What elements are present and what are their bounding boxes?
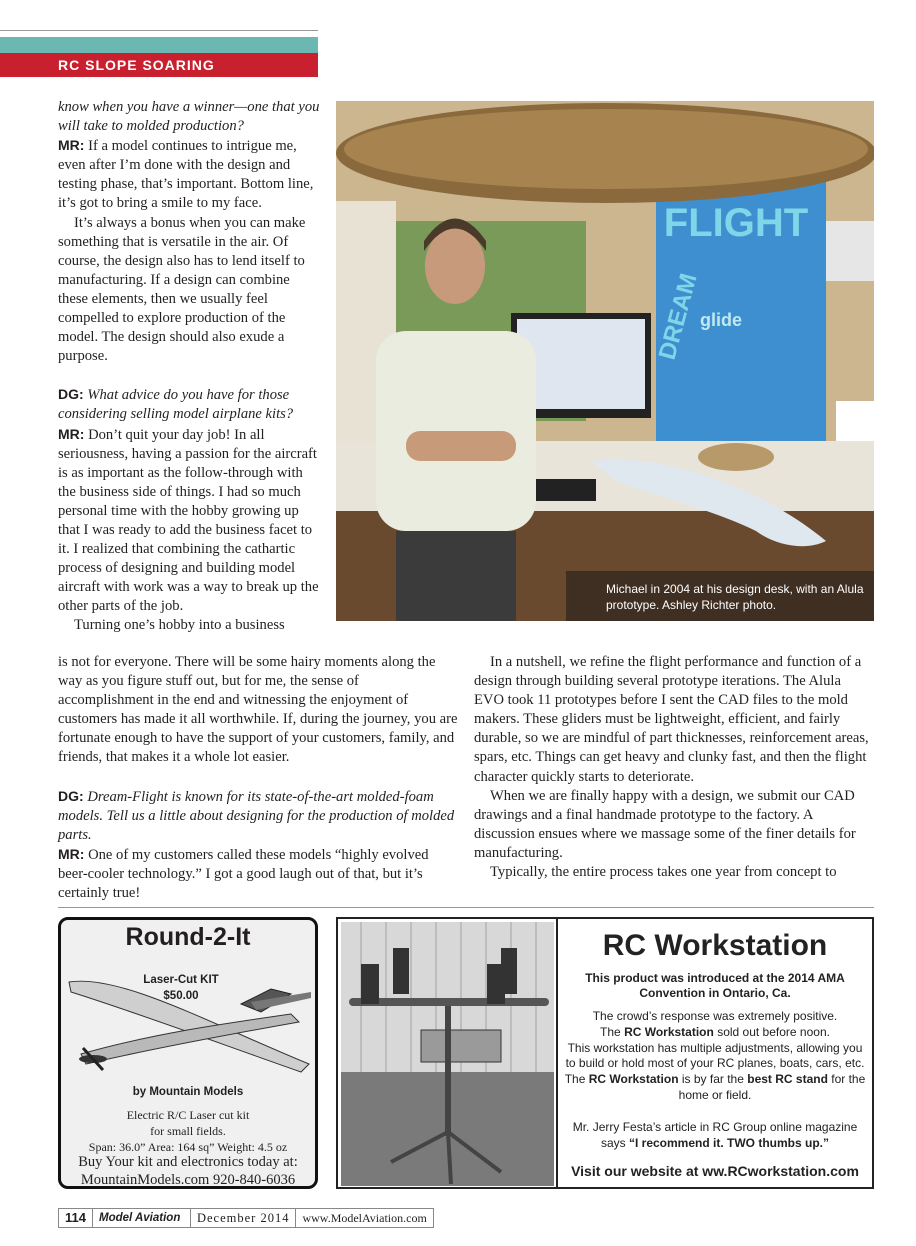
body-line-1: The crowd’s response was extremely positive. bbox=[592, 1009, 838, 1023]
buy-line: Buy Your kit and electronics today at: bbox=[78, 1154, 298, 1170]
speaker-mr: MR: bbox=[58, 425, 85, 442]
desc-line-2: for small fields. bbox=[150, 1124, 226, 1138]
ad-intro: This product was introduced at the 2014 AMA Convention in Ontario, Ca. bbox=[585, 971, 845, 1000]
workstation-info bbox=[556, 919, 872, 1187]
header-teal-bar bbox=[0, 37, 318, 53]
ad-description bbox=[61, 1107, 315, 1155]
photo-caption: Michael in 2004 at his design desk, with an Alula prototype. Ashley Richter photo. bbox=[606, 582, 864, 612]
speaker-mr: MR: bbox=[58, 845, 85, 862]
question-3-text: Dream-Flight is known for its state-of-the-art molded-foam models. Tell us a little about designing for the production of molded parts. bbox=[58, 788, 455, 843]
sign-flight: FLIGHT bbox=[663, 201, 809, 245]
speaker-dg: DG: bbox=[58, 386, 84, 403]
body-line-4: The RC Workstation is by far the best RC stand for the home or field. bbox=[564, 1072, 866, 1102]
paragraph-happy: When we are finally happy with a design, we submit our CAD drawings and a final handmade prototype to the factory. A discussion ensues where we massage some of the finer details for manufacturing. bbox=[474, 787, 856, 861]
ad-website-link[interactable]: Visit our website at ww.RCworkstation.com bbox=[571, 1163, 859, 1180]
article-column-left bbox=[58, 98, 320, 636]
kit-price-block bbox=[121, 972, 241, 1004]
answer-2-text: Don’t quit your day job! In all seriousness, having a passion for the aircraft is as important as the follow-through with the business side of things. I had so much personal time with the hobby growing up that I was ready to add the business facet to it. I realized that combining the cathartic process of designing and building model aircraft with work was a way to break up the other parts of the job. bbox=[58, 426, 319, 615]
speaker-dg: DG: bbox=[58, 787, 84, 804]
section-label: RC SLOPE SOARING bbox=[58, 57, 215, 73]
ad-body bbox=[558, 1009, 872, 1104]
ad-title: RC Workstation bbox=[602, 929, 828, 962]
answer-2 bbox=[58, 425, 320, 617]
paragraph-typically: Typically, the entire process takes one year from concept to bbox=[490, 864, 837, 881]
answer-1 bbox=[58, 136, 320, 213]
article-wide-block bbox=[58, 653, 458, 903]
issue-date: December 2014 bbox=[191, 1209, 296, 1227]
magazine-website[interactable]: www.ModelAviation.com bbox=[302, 1211, 427, 1225]
ad-divider bbox=[58, 907, 874, 908]
answer-1-paragraph-2: It’s always a bonus when you can make something that is versatile in the air. Of course, the design also has to lend itself to manufacturing. If a design can combine these elements, then we usually feel compelled to explore production of the model. The design should also exude a purpose. bbox=[58, 214, 306, 365]
answer-1-text: If a model continues to intrigue me, even after I’m done with the design and testing phase, that’s important. Bottom line, it’s got to bring a smile to my face. bbox=[58, 138, 314, 212]
sign-glide: glide bbox=[699, 310, 743, 330]
ad-recommendation: Mr. Jerry Festa’s article in RC Group online magazine says “I recommend it. TWO thumbs up.” bbox=[572, 1119, 858, 1150]
magazine-name: Model Aviation bbox=[93, 1209, 191, 1227]
workstation-illustration bbox=[341, 922, 554, 1186]
ad-call-to-action bbox=[61, 1153, 315, 1189]
body-line-3: This workstation has multiple adjustments, allowing you to build or hold most of your RC planes, boats, cars, etc. bbox=[565, 1040, 865, 1071]
top-rule bbox=[0, 30, 318, 31]
answer-2-paragraph-2-rest: is not for everyone. There will be some hairy moments along the way as you figure stuff out, but for me, the sense of accomplishment in the end and witnessing the enjoyment of customers has made it all worthwhile. If, during the journey, you are fortunate enough to have the support of your customers, family, and friends, that makes it a whole lot easier. bbox=[58, 654, 458, 766]
sign-dream: DREAM bbox=[653, 270, 703, 363]
ad-rc-workstation[interactable] bbox=[336, 917, 874, 1189]
question-3 bbox=[58, 787, 458, 845]
desc-specs: Span: 36.0” Area: 164 sq” Weight: 4.5 oz bbox=[88, 1140, 288, 1154]
kit-price: $50.00 bbox=[163, 990, 199, 1002]
question-2 bbox=[58, 385, 320, 424]
photo-illustration bbox=[336, 101, 874, 621]
page-footer bbox=[58, 1208, 434, 1228]
ad-brand: by Mountain Models bbox=[132, 1086, 244, 1098]
question-2-text: What advice do you have for those considering selling model airplane kits? bbox=[58, 387, 294, 423]
article-column-right bbox=[474, 653, 872, 882]
paragraph-nutshell: In a nutshell, we refine the flight performance and function of a design through building several prototype iterations. The Alula EVO took 11 prototypes before I sent the CAD files to the mold makers. These gliders must be lightweight, efficient, and fairly durable, so we are mindful of part thicknesses, reinforcement areas, spars, etc. Things can get heavy and clunky fast, and then the flight character quickly starts to deteriorate. bbox=[474, 654, 869, 785]
desc-line-1: Electric R/C Laser cut kit bbox=[126, 1108, 250, 1122]
ad-mountain-models[interactable] bbox=[58, 917, 318, 1189]
answer-3 bbox=[58, 845, 458, 903]
ad-website-link[interactable]: MountainModels.com 920-840-6036 bbox=[80, 1172, 296, 1188]
workstation-photo bbox=[341, 922, 554, 1186]
design-desk-photo bbox=[336, 101, 874, 621]
question-continued: know when you have a winner—one that you will take to molded production? bbox=[58, 99, 320, 135]
kit-label: Laser-Cut KIT bbox=[143, 974, 219, 986]
answer-2-paragraph-2-start: Turning one’s hobby into a business bbox=[74, 617, 285, 634]
answer-3-text: One of my customers called these models “highly evolved beer-cooler technology.” I got a good laugh out of that, but it’s certainly true! bbox=[58, 846, 429, 902]
body-line-2: The RC Workstation sold out before noon. bbox=[600, 1024, 830, 1039]
ad-title: Round-2-It bbox=[125, 923, 251, 951]
speaker-mr: MR: bbox=[58, 137, 85, 154]
page-number: 114 bbox=[59, 1209, 93, 1227]
